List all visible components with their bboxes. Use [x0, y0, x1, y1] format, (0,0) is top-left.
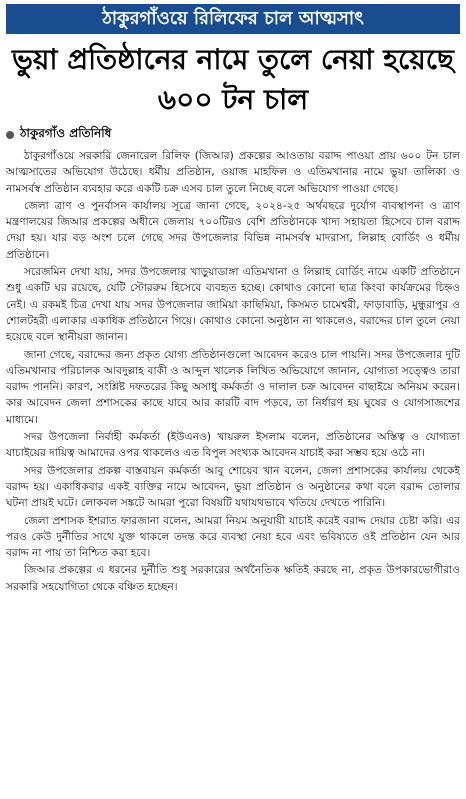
paragraph: সদর উপজেলা নির্বাহী কর্মকর্তা (ইউএনও) খায়রুল ইসলাম বলেন, প্রতিষ্ঠানের অস্তিত্ব ও যোগ্যতা যাচাইয়ের দায়িত্ব আমাদের ওপর থাকলেও এত বিপুল সংখ্যক আবেদন যাচাই করা সম্ভব হয়ে ওঠে না। [6, 431, 460, 460]
byline [6, 126, 460, 144]
paragraph: জানা গেছে, বরাদ্দের জন্য প্রকৃত যোগ্য প্রতিষ্ঠানগুলো আবেদন করেও চাল পায়নি। সদর উপজেলার দুটি এতিমখানার পরিচালক আবদুল্লাহ বাকী ও আব্দুল খালেক লিখিত অভিযোগে জানান, যোগ্যতা সত্ত্বেও তারা বরাদ্দ পাননি। কারণ, সংশ্লিষ্ট দফতরের কিছু অসাধু কর্মকর্তা ও দালাল চক্র আবেদন বাছাইয়ে অনিয়ম করেন। কার আবেদন জেলা প্রশাসকের কাছে যাবে আর কারটি বাদ পড়বে, তা নির্ধারণ হয় ঘুষের ও যোগসাজশের মাধ্যমে। [6, 348, 460, 426]
paragraph: জেলা প্রশাসক ইশরাত ফারজানা বলেন, আমরা নিয়ম অনুযায়ী যাচাই করেই বরাদ্দ দেয়ার চেষ্টা করি। এর পরও কেউ দুর্নীতির সাথে যুক্ত থাকলে তদন্ত করে ব্যবস্থা নেয়া হবে এবং ভবিষ্যতে ওই প্রতিষ্ঠান যেন আর বরাদ্দ না পায় তা নিশ্চিত করা হবে। [6, 514, 460, 560]
paragraph: ঠাকুরগাঁওয়ে সরকারি জেনারেল রিলিফ (জিআর) প্রকল্পের আওতায় বরাদ্দ পাওয়া প্রায় ৬০০ টন চাল আত্মসাতের অভিযোগ উঠেছে। ধর্মীয় প্রতিষ্ঠান, ওয়াজ মাহফিল ও এতিমখানার নামে ভুয়া তালিকা ও নামসর্বস্ব প্রতিষ্ঠান ব্যবহার করে একটি চক্র এসব চাল তুলে নিচ্ছে বলে অভিযোগ পাওয়া গেছে। [6, 150, 460, 195]
byline-text: ঠাকুরগাঁও প্রতিনিধি [20, 126, 112, 140]
headline: ভুয়া প্রতিষ্ঠানের নামে তুলে নেয়া হয়েছে ৬০০ টন চাল [12, 43, 454, 116]
paragraph: সরেজমিন দেখা যায়, সদর উপজেলার খাড়ুয়াডাঙ্গা এতিমখানা ও লিল্লাহ বোর্ডিং নামে একটি প্রতিষ্ঠানে শুধু একটি ঘর রয়েছে, যেটি স্টোররুম হিসেবে ব্যবহৃত হচ্ছে। কোথাও কোনো ছাত্র কিংবা কার্যক্রমের চিহ্নও নেই। এ রকমই চিত্র দেখা যায় সদর উপজেলার জামিয়া কাছিমিয়া, কিসমত চামেশ্বরী, ফাড়াবাড়ি, মুন্ধুরাপুর ও শোলটহরী এলাকার একাধিক প্রতিষ্ঠানে গিয়ে। কোথাও কোনো অনুষ্ঠান না থাকলেও, বরাদ্দের চাল তুলে নেয়া হয়েছে বলে স্থানীয়রা জানান। [6, 266, 460, 344]
article-body [6, 148, 460, 595]
bullet-icon [6, 131, 14, 139]
kicker-banner: ঠাকুরগাঁওয়ে রিলিফের চাল আত্মসাৎ [6, 4, 460, 34]
paragraph: জিআর প্রকল্পের এ ধরনের দুর্নীতি শুধু সরকারের অর্থনৈতিক ক্ষতিই করছে না, প্রকৃত উপকারভোগীরাও সরকারি সহযোগিতা থেকে বঞ্চিত হচ্ছেন। [6, 564, 460, 593]
paragraph: সদর উপজেলার প্রকল্প বাস্তবায়ন কর্মকর্তা আবু শোয়েব খান বলেন, জেলা প্রশাসকের কার্যালয় থেকেই বরাদ্দ হয়। একাধিকবার একই ব্যক্তির নামে আবেদন, ভুয়া প্রতিষ্ঠান ও অনুষ্ঠানের কথা বলে বরাদ্দ তোলার ঘটনা প্রায়ই ঘটে। লোকবল সঙ্কটে আমরা পুরো বিষয়টি যথাযথভাবে খতিয়ে দেখতে পারিনি। [6, 464, 460, 510]
paragraph: জেলা ত্রাণ ও পুনর্বাসন কার্যালয় সূত্রে জানা গেছে, ২০২৪-২৫ অর্থবছরে দুর্যোগ ব্যবস্থাপনা ও ত্রাণ মন্ত্রণালয়ের জিআর প্রকল্পের অধীনে জেলায় ৭০০টিরও বেশি প্রতিষ্ঠানকে খাদ্য সহায়তা হিসেবে চাল বরাদ্দ দেয়া হয়। যার বড় অংশ চলে গেছে সদর উপজেলার বিভিন্ন নামসর্বস্ব মাদরাসা, লিল্লাহ বোর্ডিং ও ধর্মীয় প্রতিষ্ঠানে। [6, 199, 460, 261]
